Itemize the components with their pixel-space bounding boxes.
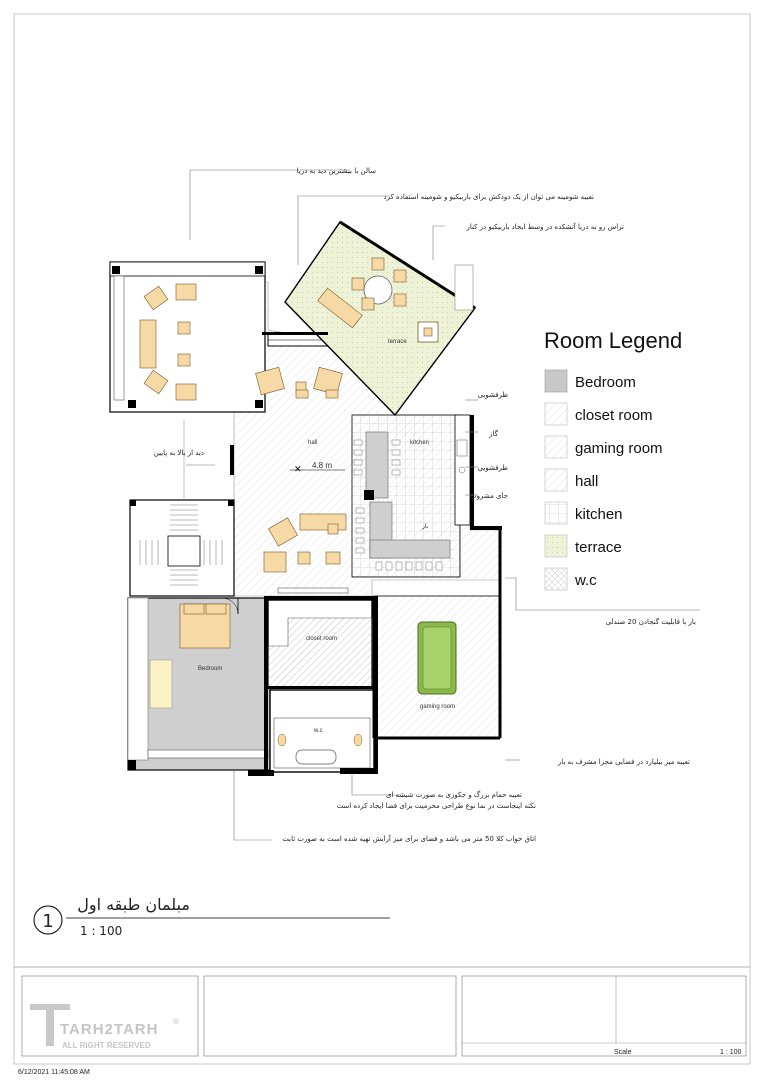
dressing-table [150,660,172,708]
legend-item-terrace: terrace [575,539,622,556]
gaming-label: gaming room [420,704,456,710]
armchair [176,384,196,400]
closet-label: closet room [306,636,338,642]
note-bath-1: تعبیه حمام بزرگ و جکوزی به صورت شیشه ای [385,791,522,799]
note-sink-2: ظرفشویی [477,464,508,472]
legend-item-closet: closet room [575,407,653,424]
legend-swatch-wc [545,568,567,590]
view-number: 1 [42,911,54,932]
armchair [176,284,196,300]
timestamp: 6/12/2021 11:45:08 AM [18,1069,90,1076]
wc-label: w.c [314,728,323,734]
note-gas: گاز [489,430,498,438]
sofa [300,514,346,530]
title-block [14,967,750,1076]
note-bath-2: نکته اینجاست در نما نوع طراحی محرمیت برای فضا ایجاد کرده است [336,802,536,810]
note-salon: سالن با بیشترین دید به دریا [296,167,376,175]
legend-item-bedroom: Bedroom [575,374,636,391]
kitchen-island [366,432,388,498]
bar-label: بار [422,524,429,530]
note-drinks: جای مشروب [470,492,508,500]
legend-swatch-closet [545,403,567,425]
floor-plan [110,222,502,776]
sofa [140,320,156,368]
kitchen-label: kitchen [410,440,430,446]
legend-item-wc: w.c [575,572,597,589]
legend-swatch-terrace [545,535,567,557]
bathtub [296,750,336,764]
view-scale: 1 : 100 [80,924,123,938]
legend-swatch-hall [545,469,567,491]
legend-swatch-kitchen [545,502,567,524]
legend-title: Room Legend [544,328,683,353]
svg-text:®: ® [172,1017,180,1026]
legend-item-gaming: gaming room [575,440,663,457]
note-fireplace: تعبیه شومینه می توان از یک دودکش برای باربیکیو و شومینه استفاده کرد [383,193,594,201]
view-title-text: مبلمان طبقه اول [77,895,190,914]
brand-rights: ALL RIGHT RESERVED [62,1041,151,1050]
view-title [34,895,390,938]
legend-item-hall: hall [575,473,599,490]
legend-swatch-gaming [545,436,567,458]
note-sink-1: ظرفشویی [477,391,508,399]
brand-name: TARH2TARH [60,1021,159,1038]
note-view-down: دید از بالا به پایین [153,449,204,457]
legend-item-kitchen: kitchen [575,506,623,523]
svg-text:✕: ✕ [294,465,302,475]
note-bar-capacity: بار با قابلیت گنجادن 20 صندلی [605,618,696,626]
legend-swatch-bedroom [545,370,567,392]
terrace-label: terrace [388,339,407,345]
brand-logo [30,1004,180,1050]
note-bedroom: اتاق خواب کلا 50 متر می باشد و فضای برای میز آرایش تهیه شده است به صورت ثابت [282,835,536,843]
scale-label: Scale [614,1049,632,1056]
hall-label: hall [308,440,318,446]
scale-value: 1 : 100 [720,1049,742,1056]
dimension-label: 4.8 m [312,461,333,470]
note-billiard: تعبیه میز بیلیارد در فضایی مجزا مشرف به بار [557,758,690,766]
bedroom-label: Bedroom [198,666,223,672]
room-legend [544,328,682,590]
note-terrace: تراس رو به دریا آتشکده در وسط ایجاد باربیکیو در کنار [466,223,624,231]
